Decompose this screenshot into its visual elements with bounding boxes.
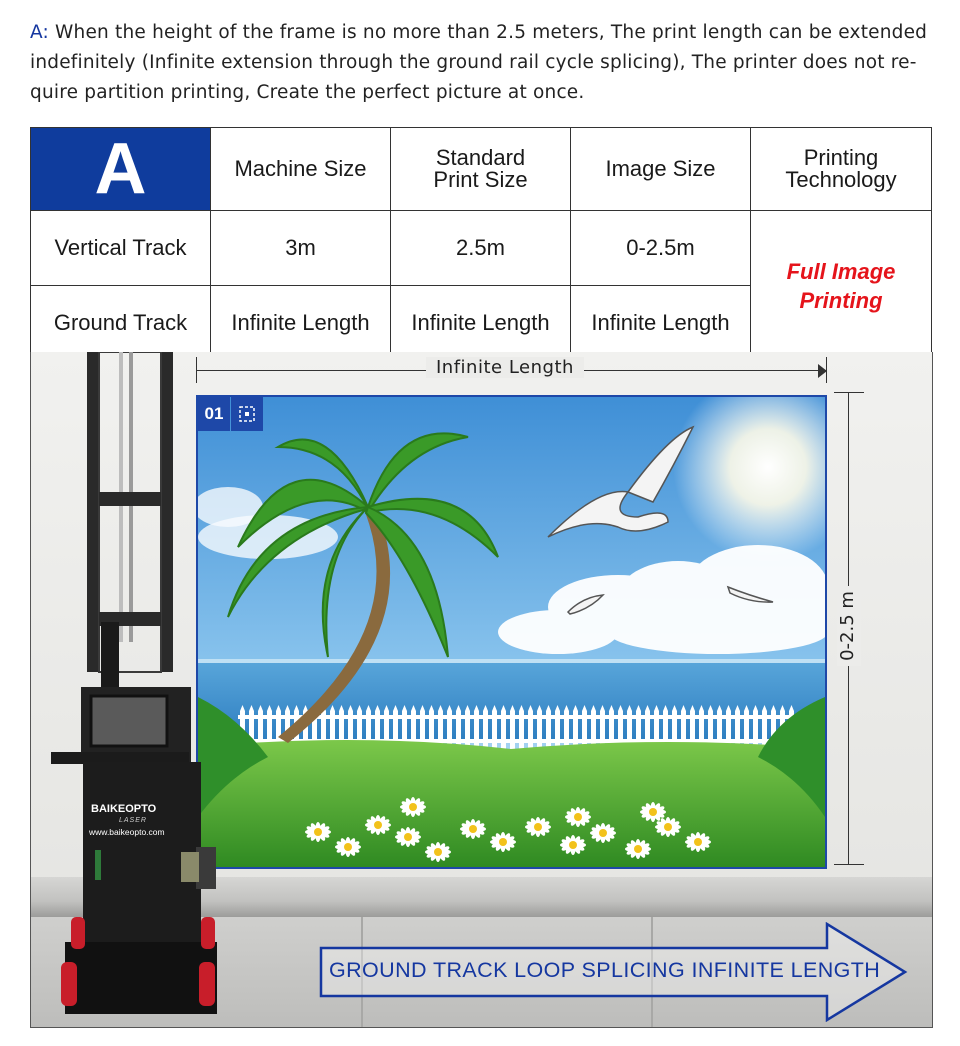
intro-line-3: quire partition printing, Create the perfect picture at once. [30, 82, 585, 103]
intro-tag: A: [30, 22, 49, 43]
fence-picket [510, 705, 515, 749]
image-number-badge: 01 [198, 397, 230, 431]
fence-picket [726, 705, 731, 749]
cell-image-size: 0-2.5m [571, 211, 751, 286]
uv-wall-printer [51, 352, 221, 1027]
ground-track-banner: GROUND TRACK LOOP SPLICING INFINITE LENGTH [329, 958, 881, 982]
intro-line-2: indefinitely (Infinite extension through the ground rail cycle splicing), The printer does not re- [30, 52, 917, 73]
fence-picket [573, 705, 578, 749]
height-dimension-tick [834, 392, 864, 393]
width-dimension-label: Infinite Length [426, 357, 584, 378]
fence-picket [600, 705, 605, 749]
intro-line-1: When the height of the frame is no more than 2.5 meters, The print length can be extended [48, 22, 928, 43]
cell-standard-print-size: 2.5m [391, 211, 571, 286]
fence-picket [735, 705, 740, 749]
header-technology-line-2: Technology [785, 167, 897, 192]
fence-picket [483, 705, 488, 749]
fence-picket [762, 705, 767, 749]
cell-printing-technology [751, 211, 932, 361]
beach-landscape-image [198, 397, 825, 867]
row-label: Ground Track [31, 286, 211, 361]
header-machine-size: Machine Size [211, 128, 391, 211]
header-printing-technology [751, 128, 932, 211]
printer-scene [30, 352, 933, 1028]
header-technology-line-1: Printing [803, 145, 879, 170]
table-row [31, 211, 932, 286]
row-label: Vertical Track [31, 211, 211, 286]
fence-picket [447, 705, 452, 749]
fence-picket [555, 705, 560, 749]
cell-image-size: Infinite Length [571, 286, 751, 361]
fence-picket [546, 705, 551, 749]
fence-picket [582, 705, 587, 749]
technology-line-1: Full Image [786, 258, 896, 284]
spec-table [30, 127, 932, 361]
fence-picket [717, 705, 722, 749]
option-letter: A [31, 128, 211, 211]
fence-picket [618, 705, 623, 749]
height-dimension-tick [834, 864, 864, 865]
intro-paragraph [30, 18, 935, 108]
fence-picket [465, 705, 470, 749]
cell-standard-print-size: Infinite Length [391, 286, 571, 361]
fence-picket [708, 705, 713, 749]
printer-brand: BAIKEOPTO [91, 803, 157, 815]
header-image-size: Image Size [571, 128, 751, 211]
fence-picket [591, 705, 596, 749]
fence-picket [609, 705, 614, 749]
fence-picket [438, 705, 443, 749]
arrow-right-icon [818, 364, 827, 378]
printer-url: www.baikeopto.com [89, 827, 165, 837]
header-standard-line-1: Standard [435, 145, 526, 170]
fence-picket [528, 705, 533, 749]
cell-machine-size: 3m [211, 211, 391, 286]
header-standard-line-2: Print Size [433, 167, 528, 192]
fence-picket [492, 705, 497, 749]
fence-picket [537, 705, 542, 749]
fence-picket [501, 705, 506, 749]
spec-header-row [31, 128, 932, 211]
fence-picket [744, 705, 749, 749]
fence-picket [753, 705, 758, 749]
technology-line-2: Printing [799, 287, 883, 313]
printer-brand-sub: LASER [119, 817, 147, 824]
fence-picket [564, 705, 569, 749]
select-frame-icon [231, 397, 263, 431]
fence-picket [474, 705, 479, 749]
fence-picket [519, 705, 524, 749]
fence-picket [456, 705, 461, 749]
height-dimension-label: 0-2.5 m [837, 586, 861, 666]
cell-machine-size: Infinite Length [211, 286, 391, 361]
printed-mural [196, 395, 827, 869]
header-standard-print-size [391, 128, 571, 211]
